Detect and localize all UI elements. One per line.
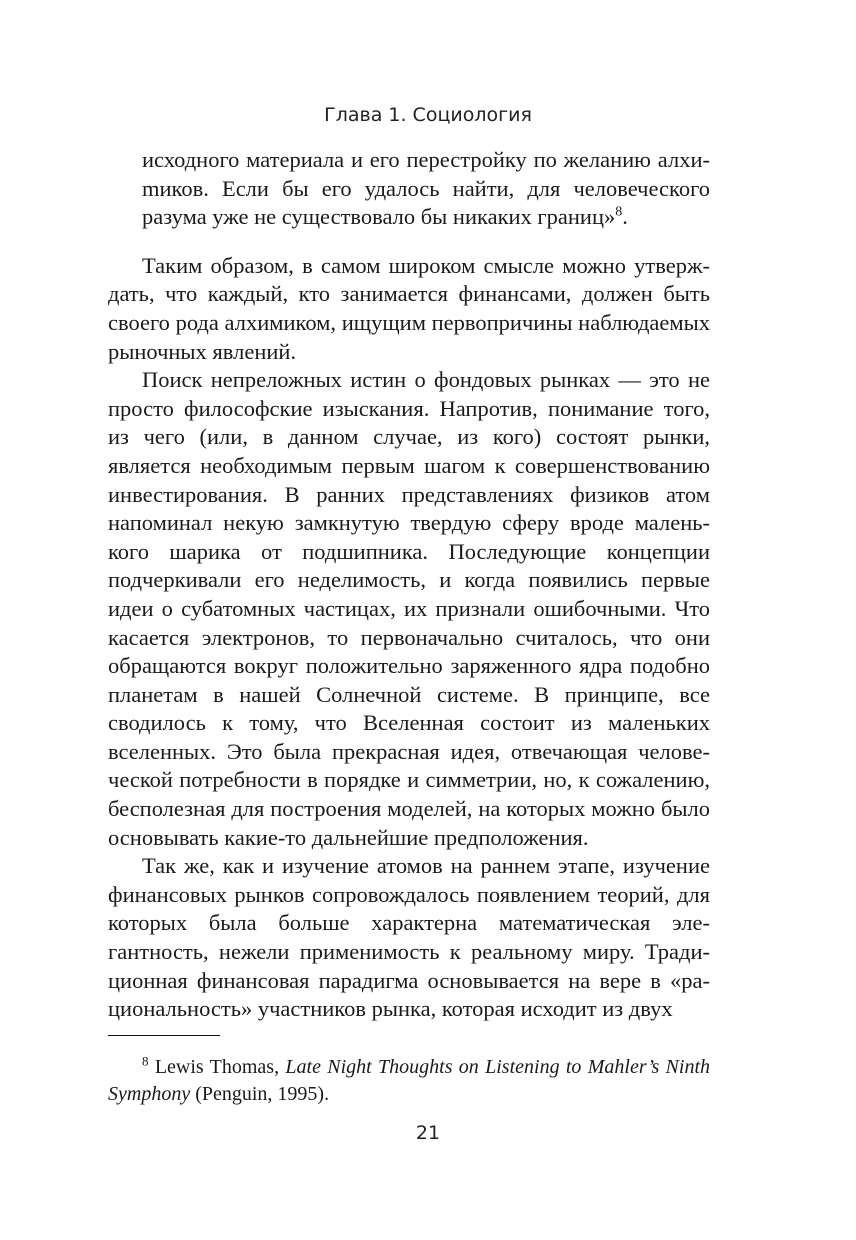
paragraph-3: Так же, как и изучение атомов на раннем этапе, изучение финансовых рынков сопровождалось появлением теорий, для которых была больше характерна математическая элегантность, нежели применимость к реальному миру. Традиционная финансовая парадигма основывается на вере в «рациональность» участников рынка, которая исходит из двух [108, 853, 710, 1022]
running-header: Глава 1. Социология [324, 104, 532, 126]
footnote-book-title: Late Night Thoughts on Listening to Mahler’s Ninth Symphony [108, 1056, 710, 1105]
footnote-publisher: (Penguin, 1995). [190, 1083, 330, 1105]
quote-text: исходного материала и его перестройку по желанию алхиmиков. Если бы его удалось найти, для человеческого разума уже не существовало бы никаких границ» [142, 147, 710, 230]
footnote-number: 8 [142, 1053, 149, 1069]
page-number: 21 [415, 1122, 441, 1144]
footnote-divider [108, 1035, 220, 1036]
footnote-author: Lewis Thomas, [154, 1056, 286, 1078]
paragraph-2: Поиск непреложных истин о фондовых рынках — это не просто философские изыскания. Напротив, понимание того, из чего (или, в данном случае, из кого) состоят рынки, является необходимым первым шагом к совершенствованию инвестирования. В ранних представлениях физиков атом напоминал некую замкнутую твердую сферу вроде маленького шарика от подшипника. Последующие концепции подчеркивали его неделимость, и когда появились первые идеи о субатомных частицах, их признали ошибочными. Что касается электронов, то первоначально считалось, что они обращаются вокруг положительно заряженного ядра подобно планетам в нашей Солнечной системе. В принципе, все сводилось к тому, что Вселенная состоит из маленьких вселенных. Это была прекрасная идея, отвечающая человеческой потребности в порядке и симметрии, но, к сожалению, бесполезная для построения моделей, на которых можно было основывать какие-то дальнейшие предположения. [108, 367, 710, 850]
quote-paragraph: исходного материала и его перестройку по желанию алхиmиков. Если бы его удалось найти, для человеческого разума уже не существовало бы никаких границ»$^8$. [142, 147, 710, 230]
footnote-reference[interactable]: 8 [615, 204, 623, 220]
paragraph-1: Таким образом, в самом широком смысле можно утверждать, что каждый, кто занимается финансами, должен быть своего рода алхимиком, ищущим первопричины наблюдаемых рыночных явлений. [108, 252, 710, 364]
footnote [108, 1054, 710, 1108]
main-text [108, 146, 710, 1024]
